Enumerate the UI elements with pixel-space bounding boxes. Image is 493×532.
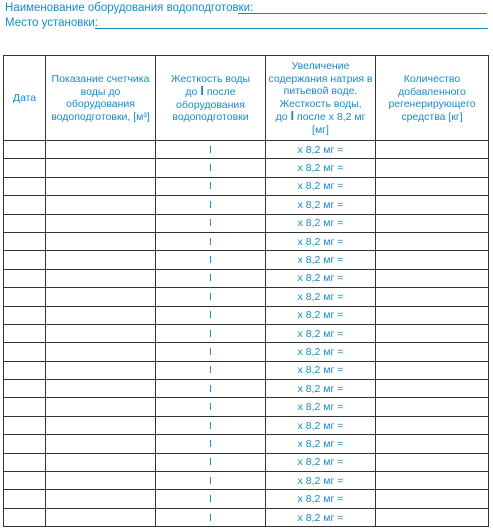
header-sodium-before: до xyxy=(275,111,288,123)
hardness-cell[interactable]: I xyxy=(156,453,266,471)
hardness-cell[interactable]: I xyxy=(156,343,266,361)
sodium-cell[interactable]: x 8,2 мг = xyxy=(266,472,376,490)
regenerant-cell[interactable] xyxy=(376,380,489,398)
meter-reading-cell[interactable] xyxy=(46,416,156,434)
header-date-text: Дата xyxy=(12,91,37,104)
regenerant-cell[interactable] xyxy=(376,214,489,232)
meter-reading-cell[interactable] xyxy=(46,306,156,324)
hardness-cell[interactable]: I xyxy=(156,214,266,232)
hardness-cell[interactable]: I xyxy=(156,398,266,416)
table-row xyxy=(4,141,489,159)
hardness-cell[interactable]: I xyxy=(156,435,266,453)
meter-reading-cell[interactable] xyxy=(46,141,156,159)
sodium-cell[interactable]: x 8,2 мг = xyxy=(266,453,376,471)
meter-reading-cell[interactable] xyxy=(46,361,156,379)
meter-reading-cell[interactable] xyxy=(46,380,156,398)
hardness-cell[interactable]: I xyxy=(156,251,266,269)
meter-reading-cell[interactable] xyxy=(46,398,156,416)
header-sodium-line1: Увеличение содержания натрия в питьевой воде. Жесткость воды, xyxy=(268,60,373,110)
table-row xyxy=(4,288,489,306)
regenerant-cell[interactable] xyxy=(376,343,489,361)
date-cell[interactable] xyxy=(4,177,46,195)
water-treatment-log-table xyxy=(3,55,489,527)
date-cell[interactable] xyxy=(4,416,46,434)
sodium-cell[interactable]: x 8,2 мг = xyxy=(266,196,376,214)
header-sodium-unit: [мг] xyxy=(312,123,329,136)
date-cell[interactable] xyxy=(4,251,46,269)
date-cell[interactable] xyxy=(4,141,46,159)
meter-reading-cell[interactable] xyxy=(46,177,156,195)
regenerant-cell[interactable] xyxy=(376,398,489,416)
meter-reading-cell[interactable] xyxy=(46,214,156,232)
date-cell[interactable] xyxy=(4,159,46,177)
log-body xyxy=(4,141,489,527)
date-cell[interactable] xyxy=(4,343,46,361)
meter-reading-cell[interactable] xyxy=(46,508,156,526)
header-regenerant-amount xyxy=(376,56,489,141)
regenerant-cell[interactable] xyxy=(376,361,489,379)
date-cell[interactable] xyxy=(4,398,46,416)
date-cell[interactable] xyxy=(4,324,46,342)
hardness-cell[interactable]: I xyxy=(156,288,266,306)
sodium-cell[interactable]: x 8,2 мг = xyxy=(266,380,376,398)
header-sodium-increase xyxy=(266,56,376,141)
header-meter-reading xyxy=(46,56,156,141)
regenerant-cell[interactable] xyxy=(376,324,489,342)
date-cell[interactable] xyxy=(4,269,46,287)
hardness-cell[interactable]: I xyxy=(156,472,266,490)
table-row xyxy=(4,214,489,232)
table-row xyxy=(4,324,489,342)
table-row xyxy=(4,435,489,453)
meter-reading-cell[interactable] xyxy=(46,453,156,471)
regenerant-cell[interactable] xyxy=(376,435,489,453)
table-row xyxy=(4,490,489,508)
meter-reading-cell[interactable] xyxy=(46,288,156,306)
header-hardness-line1: Жесткость воды xyxy=(170,72,251,85)
date-cell[interactable] xyxy=(4,435,46,453)
meter-reading-cell[interactable] xyxy=(46,435,156,453)
header-hardness-divider: I xyxy=(200,83,204,98)
equipment-name-label: Наименование оборудования водоподготовки: xyxy=(5,2,254,14)
date-cell[interactable] xyxy=(4,214,46,232)
hardness-cell[interactable]: I xyxy=(156,177,266,195)
table-row xyxy=(4,159,489,177)
regenerant-cell[interactable] xyxy=(376,508,489,526)
meter-reading-cell[interactable] xyxy=(46,251,156,269)
installation-location-field xyxy=(5,17,98,30)
hardness-cell[interactable]: I xyxy=(156,141,266,159)
sodium-cell[interactable]: x 8,2 мг = xyxy=(266,508,376,526)
installation-location-underline[interactable] xyxy=(95,28,488,29)
hardness-cell[interactable]: I xyxy=(156,380,266,398)
meter-reading-cell[interactable] xyxy=(46,324,156,342)
date-cell[interactable] xyxy=(4,453,46,471)
hardness-cell[interactable]: I xyxy=(156,416,266,434)
installation-location-label: Место установки: xyxy=(5,17,98,29)
date-cell[interactable] xyxy=(4,380,46,398)
regenerant-cell[interactable] xyxy=(376,269,489,287)
date-cell[interactable] xyxy=(4,490,46,508)
regenerant-cell[interactable] xyxy=(376,159,489,177)
sodium-cell[interactable]: x 8,2 мг = xyxy=(266,214,376,232)
table-row xyxy=(4,361,489,379)
table-row xyxy=(4,251,489,269)
date-cell[interactable] xyxy=(4,472,46,490)
meter-reading-cell[interactable] xyxy=(46,343,156,361)
date-cell[interactable] xyxy=(4,361,46,379)
sodium-cell[interactable]: x 8,2 мг = xyxy=(266,232,376,250)
hardness-cell[interactable]: I xyxy=(156,508,266,526)
date-cell[interactable] xyxy=(4,508,46,526)
sodium-cell[interactable]: x 8,2 мг = xyxy=(266,490,376,508)
header-row xyxy=(4,56,489,141)
meter-reading-cell[interactable] xyxy=(46,490,156,508)
sodium-cell[interactable]: x 8,2 мг = xyxy=(266,159,376,177)
hardness-cell[interactable]: I xyxy=(156,324,266,342)
regenerant-cell[interactable] xyxy=(376,251,489,269)
meter-reading-cell[interactable] xyxy=(46,232,156,250)
header-water-hardness xyxy=(156,56,266,141)
regenerant-cell[interactable] xyxy=(376,288,489,306)
date-cell[interactable] xyxy=(4,232,46,250)
header-meter-text: Показание счетчика воды до оборудования водоподготовки, [м³] xyxy=(51,73,150,123)
sodium-cell[interactable]: x 8,2 мг = xyxy=(266,177,376,195)
table-row xyxy=(4,416,489,434)
hardness-cell[interactable]: I xyxy=(156,361,266,379)
meter-reading-cell[interactable] xyxy=(46,269,156,287)
header-sodium-after: после x 8,2 мг xyxy=(297,111,366,123)
table-row xyxy=(4,380,489,398)
table-row xyxy=(4,177,489,195)
hardness-cell[interactable]: I xyxy=(156,490,266,508)
sodium-cell[interactable]: x 8,2 мг = xyxy=(266,435,376,453)
table-row xyxy=(4,196,489,214)
hardness-cell[interactable]: I xyxy=(156,196,266,214)
header-hardness-after: после xyxy=(206,86,236,98)
table-row xyxy=(4,269,489,287)
header-hardness-before: до xyxy=(185,86,198,98)
sodium-cell[interactable]: x 8,2 мг = xyxy=(266,288,376,306)
header-sodium-divider: I xyxy=(290,108,295,123)
sodium-cell[interactable]: x 8,2 мг = xyxy=(266,416,376,434)
regenerant-cell[interactable] xyxy=(376,453,489,471)
meter-reading-cell[interactable] xyxy=(46,472,156,490)
regenerant-cell[interactable] xyxy=(376,306,489,324)
sodium-cell[interactable]: x 8,2 мг = xyxy=(266,343,376,361)
table-row xyxy=(4,398,489,416)
hardness-cell[interactable]: I xyxy=(156,159,266,177)
date-cell[interactable] xyxy=(4,196,46,214)
sodium-cell[interactable]: x 8,2 мг = xyxy=(266,141,376,159)
hardness-cell[interactable]: I xyxy=(156,232,266,250)
regenerant-cell[interactable] xyxy=(376,416,489,434)
sodium-cell[interactable]: x 8,2 мг = xyxy=(266,269,376,287)
header-agent-text: Количество добавленного регенерирующего средства [кг] xyxy=(388,73,476,123)
meter-reading-cell[interactable] xyxy=(46,196,156,214)
header-date xyxy=(4,56,46,141)
regenerant-cell[interactable] xyxy=(376,232,489,250)
regenerant-cell[interactable] xyxy=(376,472,489,490)
sodium-cell[interactable]: x 8,2 мг = xyxy=(266,361,376,379)
table-row xyxy=(4,232,489,250)
hardness-cell[interactable]: I xyxy=(156,306,266,324)
table-row xyxy=(4,343,489,361)
sodium-cell[interactable]: x 8,2 мг = xyxy=(266,324,376,342)
sodium-cell[interactable]: x 8,2 мг = xyxy=(266,398,376,416)
regenerant-cell[interactable] xyxy=(376,196,489,214)
sodium-cell[interactable]: x 8,2 мг = xyxy=(266,251,376,269)
table-row xyxy=(4,472,489,490)
hardness-cell[interactable]: I xyxy=(156,269,266,287)
regenerant-cell[interactable] xyxy=(376,490,489,508)
equipment-name-underline[interactable] xyxy=(238,13,487,14)
regenerant-cell[interactable] xyxy=(376,177,489,195)
meter-reading-cell[interactable] xyxy=(46,159,156,177)
regenerant-cell[interactable] xyxy=(376,141,489,159)
header-hardness-line3: оборудования водоподготовки xyxy=(172,98,249,123)
table-row xyxy=(4,306,489,324)
table-row xyxy=(4,453,489,471)
table-row xyxy=(4,508,489,526)
date-cell[interactable] xyxy=(4,306,46,324)
sodium-cell[interactable]: x 8,2 мг = xyxy=(266,306,376,324)
equipment-name-field xyxy=(5,2,253,15)
date-cell[interactable] xyxy=(4,288,46,306)
